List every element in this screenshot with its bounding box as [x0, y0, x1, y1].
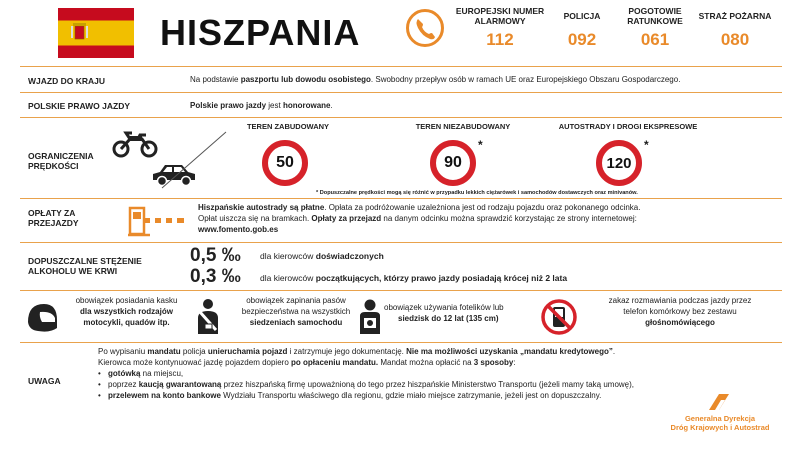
rule-no-phone	[580, 295, 780, 328]
emergency-number: 080	[720, 30, 750, 49]
speed-label-line: PRĘDKOŚCI	[28, 161, 79, 171]
emergency-police	[552, 6, 612, 50]
speed-zone-rural	[398, 122, 528, 131]
emergency-number: 112	[486, 30, 514, 49]
speed-note-star: *	[478, 138, 483, 152]
rule-line: obowiązek używania fotelików lub	[384, 303, 504, 312]
phone-icon	[405, 8, 445, 48]
speed-zone-motorway	[548, 122, 708, 131]
diagonal-divider	[160, 130, 230, 190]
tolls-label	[28, 208, 79, 228]
rule-line: telefon komórkowy bez zestawu	[623, 307, 737, 316]
divider	[20, 198, 782, 199]
divider	[20, 290, 782, 291]
divider	[20, 342, 782, 343]
rule-child-seat	[384, 302, 534, 324]
notice-label: UWAGA	[28, 376, 61, 386]
speed-zone-urban	[228, 122, 348, 131]
toll-gate-icon	[128, 200, 188, 238]
rule-line: bezpieczeństwa na wszystkich	[241, 307, 351, 316]
entry-label: WJAZD DO KRAJU	[28, 76, 105, 86]
rule-line: głośnomówiącego	[645, 318, 715, 327]
speed-sign-motorway	[596, 140, 642, 186]
tolls-url-link[interactable]: www.fomento.gob.es	[198, 225, 279, 234]
speed-limit-value: 50	[276, 154, 294, 171]
rule-line: obowiązek zapinania pasów	[246, 296, 346, 305]
spain-flag-icon	[58, 8, 134, 58]
motorcycle-icon	[112, 127, 158, 159]
tolls-text: Hiszpańskie autostrady są płatne. Opłata za podróżowanie uzależniona jest od rodzaju pojazdu oraz pokonanego odcinka. Opłat uiszcza się na bramkach. Opłaty za przejazd na danym odcinku można sprawdzić korzystając ze strony internetowej: www.fomento.gob.es	[198, 203, 641, 234]
divider	[20, 66, 782, 67]
helmet-icon	[24, 300, 60, 336]
tolls-label-line: OPŁATY ZA	[28, 208, 76, 218]
alcohol-limit-experienced: 0,5 ‰	[190, 245, 241, 266]
speed-limit-value: 120	[606, 154, 632, 172]
emergency-label: RATUNKOWE	[627, 16, 683, 26]
country-title: HISZPANIA	[160, 12, 361, 53]
rule-line: motocykli, quadów itp.	[83, 318, 170, 327]
emergency-label: ALARMOWY	[474, 16, 526, 26]
speed-footnote: * Dopuszczalne prędkości mogą się różnić w przypadku lekkich ciężarówek i samochodów dostawczych oraz minivanów.	[316, 190, 638, 196]
notice-text: Po wypisaniu mandatu policja unieruchamia pojazd i zatrzymuje jego dokumentację. Nie ma możliwości uzyskania „mandatu kredytowego”. Kierowca może kontynuować jazdę pojazdem dopiero po opłaceniu mandatu. Mandat można opłacić na 3 sposoby: • gotówką na miejscu, • poprzez kaucją gwarantowaną przez hiszpańską firmę upoważnioną do tego przez hiszpańskie Ministerstwo Transportu (jeżeli mamy taką umowę), • przelewem na konto bankowe Wydziału Transportu właściwego dla regionu, gdzie miało miejsce zatrzymanie, jeżeli jest on dopuszczalny.	[98, 346, 778, 401]
emergency-number: 092	[567, 30, 597, 49]
alcohol-label	[28, 256, 142, 276]
payment-option: • przelewem na konto bankowe Wydziału Transportu właściwego dla regionu, gdzie miało miejsce zatrzymanie, jeżeli jest on dopuszczalny.	[98, 390, 778, 401]
logo-line: Dróg Krajowych i Autostrad	[670, 423, 770, 432]
logo-line: Generalna Dyrekcja	[684, 414, 756, 423]
alcohol-desc-experienced: dla kierowców doświadczonych	[260, 251, 384, 261]
rule-line: siedzisk do 12 lat (135 cm)	[398, 314, 499, 323]
divider	[20, 92, 782, 93]
emergency-label: POGOTOWIE	[628, 6, 682, 16]
payment-option: • gotówką na miejscu,	[98, 368, 778, 379]
speed-zone-title: AUTOSTRADY I DROGI EKSPRESOWE	[558, 122, 698, 131]
emergency-label: STRAŻ POŻARNA	[698, 11, 772, 21]
speed-limit-value: 90	[444, 154, 462, 171]
divider	[20, 242, 782, 243]
rule-line: zakaz rozmawiania podczas jazdy przez	[608, 296, 752, 305]
license-text: Polskie prawo jazdy jest honorowane.	[190, 101, 333, 110]
speed-label	[28, 151, 94, 171]
divider	[20, 117, 782, 118]
tolls-label-line: PRZEJAZDY	[28, 218, 79, 228]
rule-line: dla wszystkich rodzajów	[80, 307, 173, 316]
emergency-ambulance	[620, 6, 690, 50]
gddkia-logo-text	[650, 414, 790, 432]
alcohol-limit-novice: 0,3 ‰	[190, 266, 241, 287]
entry-text: Na podstawie paszportu lub dowodu osobistego. Swobodny przepływ osób w ramach UE oraz Europejskiego Obszaru Gospodarczego.	[190, 75, 681, 84]
speed-zone-title: TEREN ZABUDOWANY	[246, 122, 330, 131]
emergency-number: 061	[640, 30, 670, 49]
alcohol-desc-novice: dla kierowców początkujących, którzy prawo jazdy posiadają krócej niż 2 lata	[260, 273, 568, 283]
child-seat-icon	[356, 298, 384, 336]
rule-helmet	[64, 295, 189, 328]
no-phone-icon	[540, 298, 578, 336]
alcohol-label-line: ALKOHOLU WE KRWI	[28, 266, 118, 276]
seatbelt-icon	[192, 298, 224, 336]
emergency-112	[455, 6, 545, 50]
emergency-fire	[695, 6, 775, 50]
speed-sign-rural	[430, 140, 476, 186]
license-label: POLSKIE PRAWO JAZDY	[28, 101, 131, 111]
emergency-label: POLICJA	[563, 11, 601, 21]
alcohol-label-line: DOPUSZCZALNE STĘŻENIE	[28, 256, 142, 266]
rule-line: obowiązek posiadania kasku	[75, 296, 178, 305]
gddkia-logo-icon	[707, 393, 731, 411]
emergency-label: EUROPEJSKI NUMER	[455, 6, 545, 16]
speed-note-star: *	[644, 138, 649, 152]
speed-zone-title: TEREN NIEZABUDOWANY	[415, 122, 511, 131]
speed-sign-urban	[262, 140, 308, 186]
rule-seatbelt	[226, 295, 366, 328]
speed-label-line: OGRANICZENIA	[28, 151, 94, 161]
rule-line: siedzeniach samochodu	[249, 318, 343, 327]
payment-option: • poprzez kaucją gwarantowaną przez hiszpańską firmę upoważnioną do tego przez hiszpańskie Ministerstwo Transportu (jeżeli mamy taką umowę),	[98, 379, 778, 390]
